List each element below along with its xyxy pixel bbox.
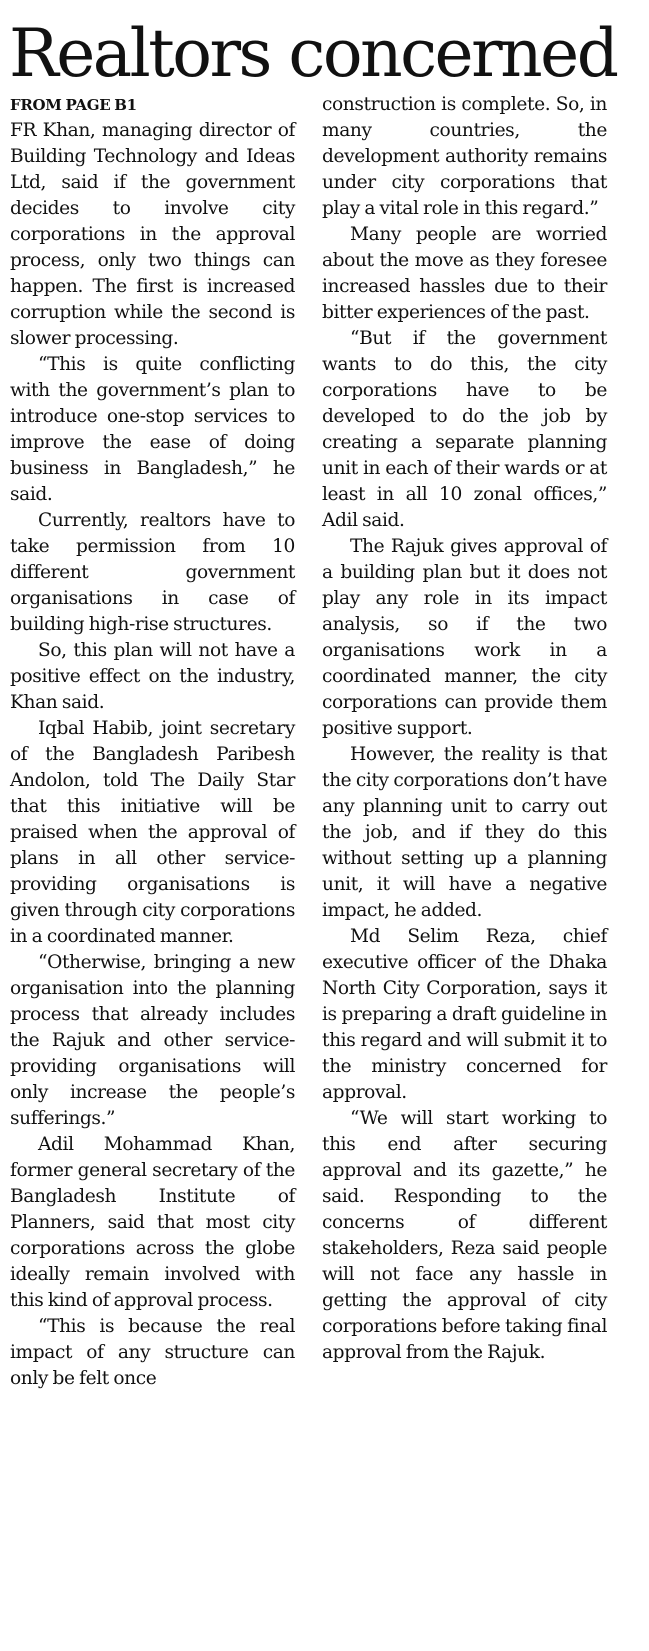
paragraph: FR Khan, managing director of Building Technology and Ideas Ltd, said if the government decides to involve city corporations in the approval process, only two things can happen. The first is increased corruption while the second is slower processing.	[10, 120, 295, 349]
paragraph: “We will start working to this end after securing approval and its gazette,” he said. Responding to the concerns of different stakeholders, Reza said people will not face any hassle in getting the approval of city corporations before taking final approval from the Rajuk.	[322, 1108, 607, 1363]
paragraph: construction is complete. So, in many countries, the development authority remains under city corporations that play a vital role in this regard.”	[322, 94, 607, 219]
paragraph: The Rajuk gives approval of a building plan but it does not play any role in its impact analysis, so if the two organisations work in a coordinated manner, the city corporations can provide them positive support.	[322, 536, 607, 739]
continued-from-label: FROM PAGE B1	[10, 96, 137, 114]
paragraph: “This is quite conflicting with the government’s plan to introduce one-stop services to improve the ease of doing business in Bangladesh,” he said.	[10, 354, 295, 505]
paragraph: Md Selim Reza, chief executive officer of the Dhaka North City Corporation, says it is preparing a draft guideline in this regard and will submit it to the ministry concerned for approval.	[322, 926, 607, 1103]
headline: Realtors concerned	[9, 15, 617, 92]
paragraph: However, the reality is that the city corporations don’t have any planning unit to carry out the job, and if they do this without setting up a planning unit, it will have a negative impact, he added.	[322, 744, 607, 921]
paragraph: Iqbal Habib, joint secretary of the Bangladesh Paribesh Andolon, told The Daily Star that this initiative will be praised when the approval of plans in all other service-providing organisations is given through city corporations in a coordinated manner.	[10, 718, 295, 947]
article-column-left	[10, 92, 295, 1392]
paragraph: “This is because the real impact of any structure can only be felt once	[10, 1316, 295, 1389]
paragraph: “Otherwise, bringing a new organisation into the planning process that already includes the Rajuk and other service-providing organisations will only increase the people’s sufferings.”	[10, 952, 295, 1129]
paragraph: “But if the government wants to do this, the city corporations have to be developed to do the job by creating a separate planning unit in each of their wards or at least in all 10 zonal offices,” Adil said.	[322, 328, 607, 531]
article-column-right	[322, 92, 607, 1366]
paragraph: Many people are worried about the move as they foresee increased hassles due to their bitter experiences of the past.	[322, 224, 607, 323]
paragraph: So, this plan will not have a positive effect on the industry, Khan said.	[10, 640, 295, 713]
paragraph: Currently, realtors have to take permission from 10 different government organisations in case of building high-rise structures.	[10, 510, 295, 635]
paragraph: Adil Mohammad Khan, former general secretary of the Bangladesh Institute of Planners, said that most city corporations across the globe ideally remain involved with this kind of approval process.	[10, 1134, 295, 1311]
